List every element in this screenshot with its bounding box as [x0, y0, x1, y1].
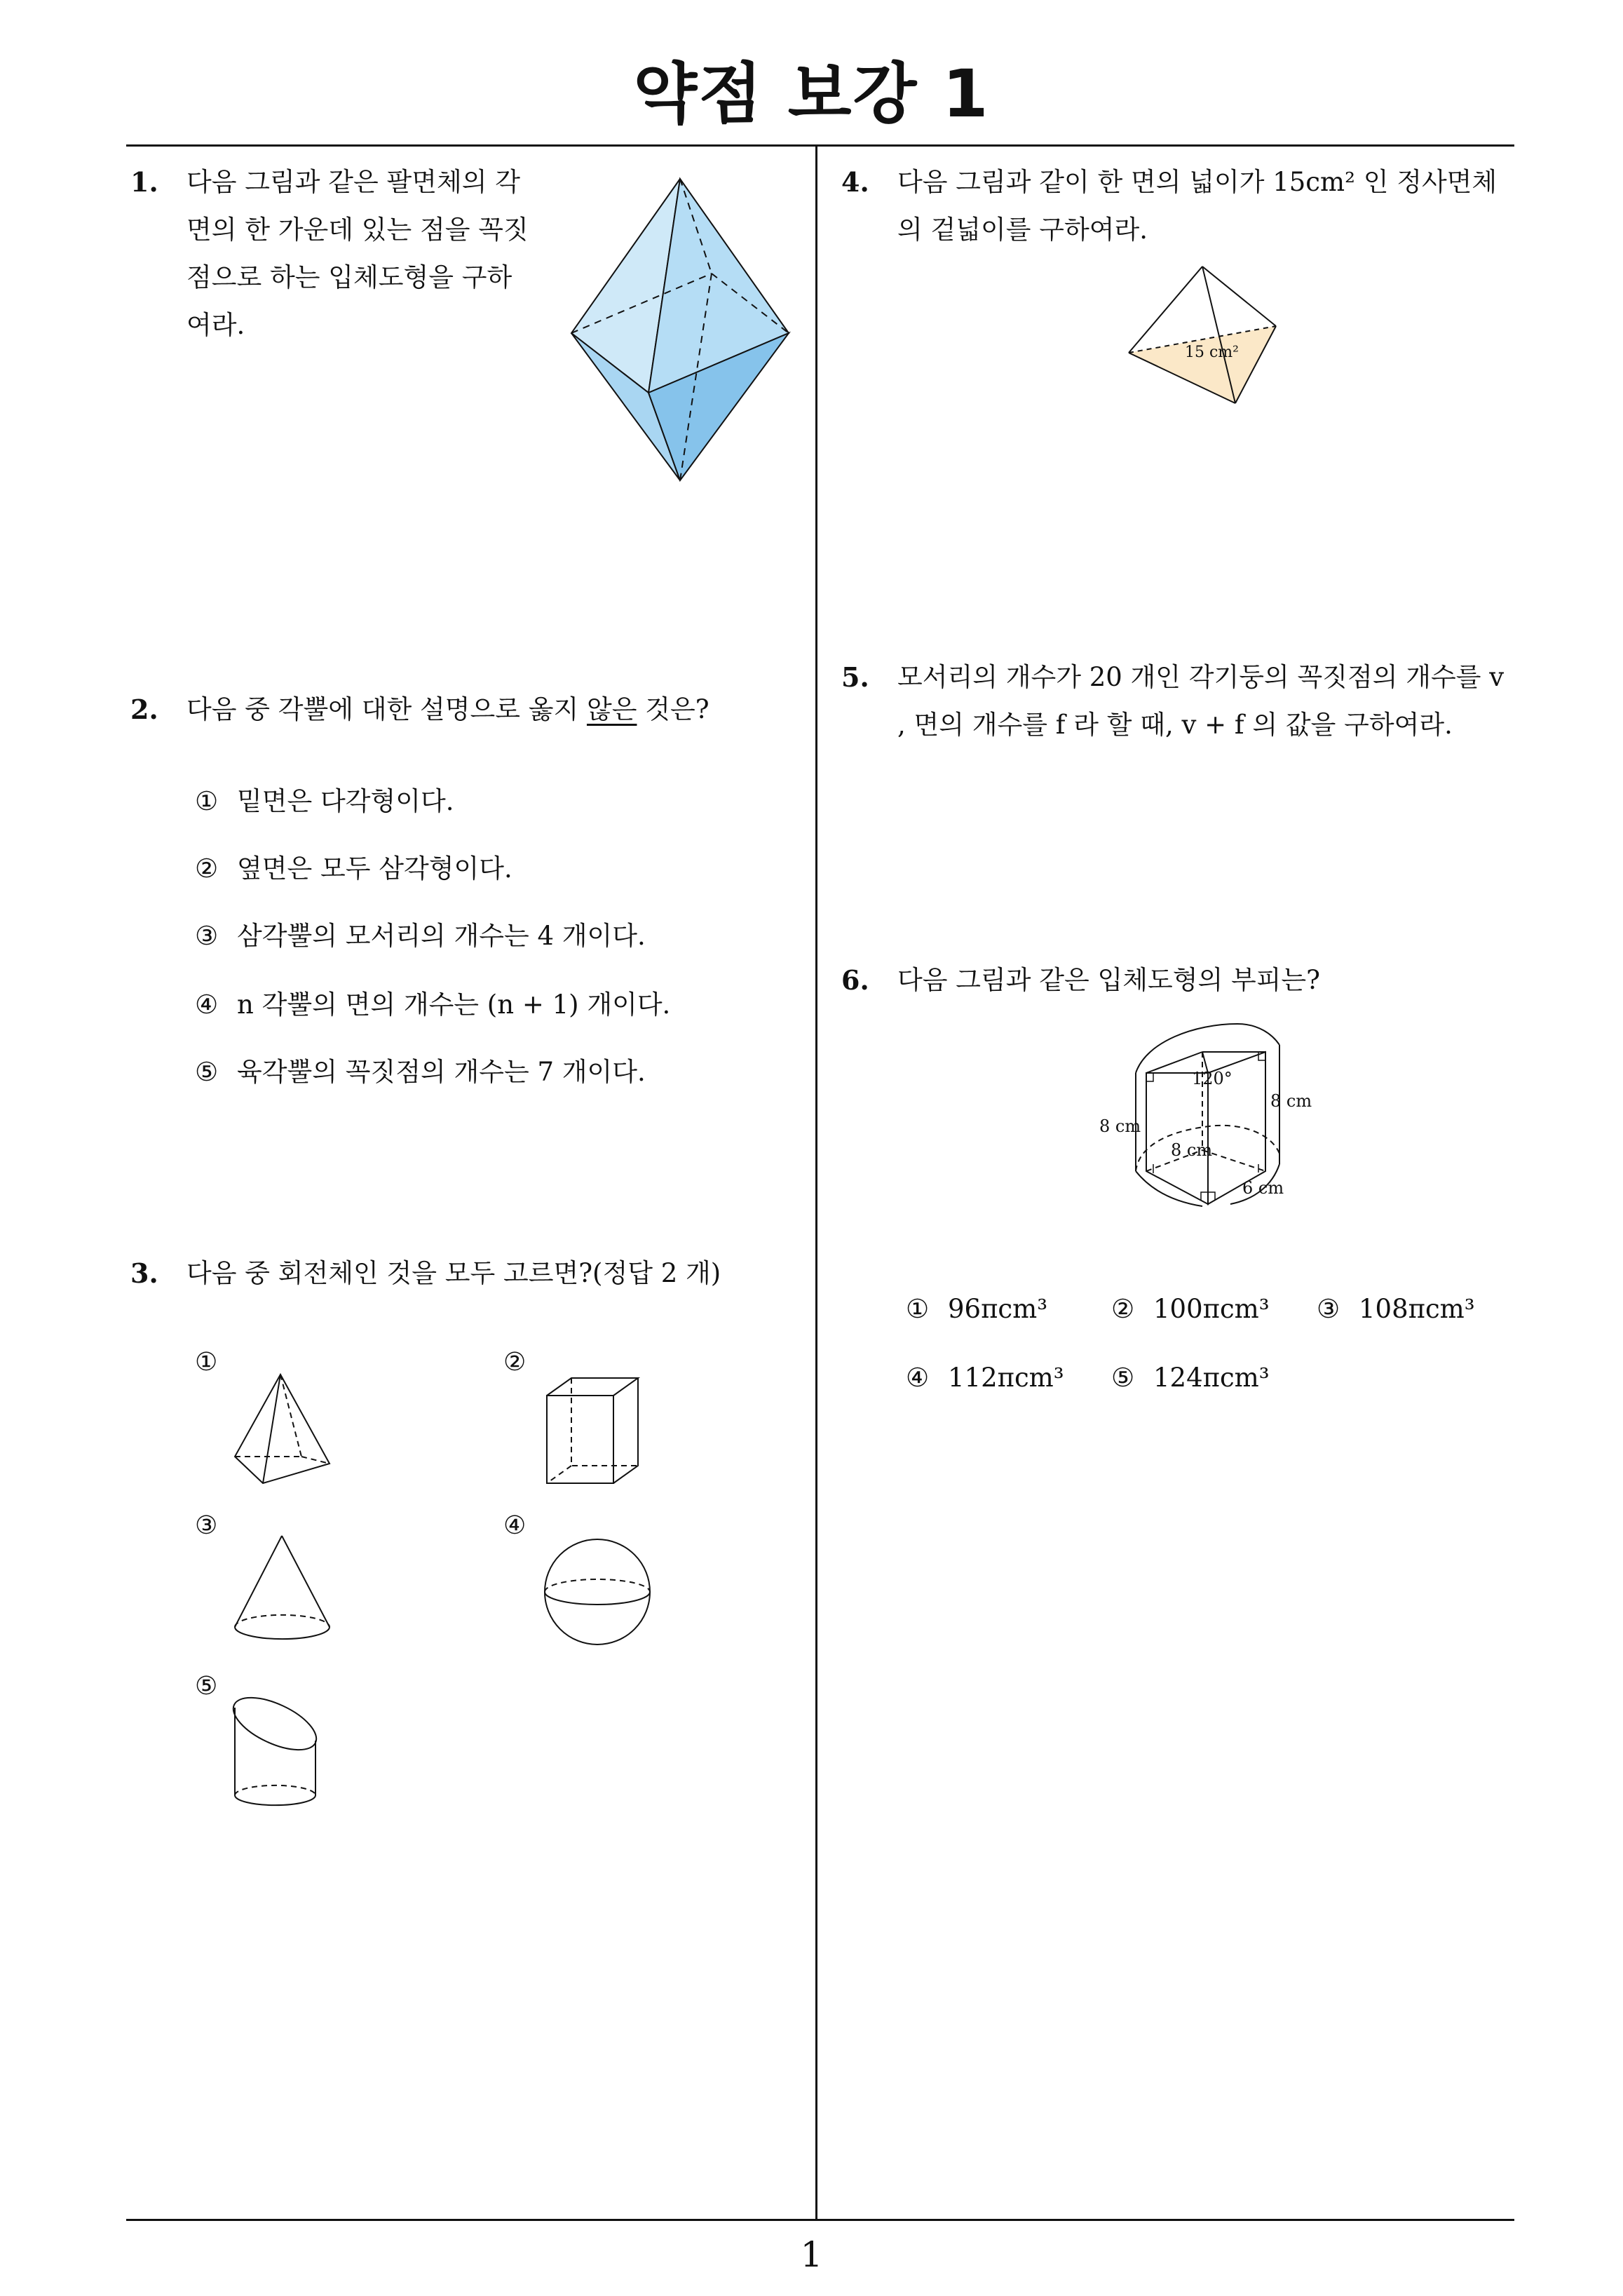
question-line: , 면의 개수를 f 라 할 때, v + f 의 값을 구하여라.	[897, 710, 1453, 740]
option-5[interactable]	[1111, 1360, 1270, 1396]
question-1	[130, 158, 593, 355]
option-text: 112πcm³	[948, 1363, 1064, 1393]
option-mark: ⑤	[195, 1057, 219, 1087]
choice-mark-3[interactable]: ③	[195, 1511, 218, 1540]
choice-mark-2[interactable]: ②	[503, 1348, 527, 1377]
top-rule	[126, 144, 1514, 147]
question-text-part: 것은?	[637, 694, 709, 724]
question-4	[841, 158, 1514, 257]
question-text: 다음 그림과 같은 입체도형의 부피는?	[897, 965, 1321, 995]
cuboid-figure	[543, 1375, 645, 1487]
question-line: 면의 한 가운데 있는 점을 꼭짓	[186, 215, 529, 245]
figure-label-angle: 120°	[1192, 1069, 1232, 1088]
option-1[interactable]	[906, 1292, 1047, 1327]
octahedron-figure	[561, 175, 799, 484]
choice-mark-1[interactable]: ①	[195, 1348, 218, 1377]
page-number: 1	[800, 2234, 823, 2275]
page-title: 약점 보강 1	[633, 56, 990, 133]
option-text: 124πcm³	[1153, 1363, 1270, 1393]
tetrahedron-area-label: 15 cm²	[1185, 344, 1239, 361]
cut-cylinder-figure	[231, 1697, 322, 1809]
question-number: 5.	[841, 661, 869, 693]
option-3[interactable]	[195, 919, 646, 954]
question-6	[841, 957, 1514, 1006]
option-mark: ③	[195, 921, 219, 951]
question-number: 3.	[130, 1257, 158, 1289]
option-2[interactable]	[1111, 1292, 1270, 1327]
figure-label-mid: 8 cm	[1171, 1140, 1213, 1160]
question-3	[130, 1250, 796, 1299]
question-text: 다음 중 회전체인 것을 모두 고르면?(정답 2 개)	[186, 1258, 721, 1288]
option-text: 96πcm³	[948, 1294, 1048, 1324]
option-text: 100πcm³	[1153, 1294, 1270, 1324]
question-text-part: 다음 중 각뿔에 대한 설명으로 옳지	[186, 694, 587, 724]
option-text: 108πcm³	[1359, 1294, 1475, 1324]
question-text	[186, 686, 709, 734]
tetrahedron-figure	[1125, 263, 1279, 414]
choice-mark-5[interactable]: ⑤	[195, 1672, 218, 1701]
question-text	[186, 158, 529, 349]
question-line: 다음 그림과 같은 팔면체의 각	[186, 167, 520, 197]
question-line: 여라.	[186, 310, 245, 340]
underlined-word: 않은	[586, 694, 637, 724]
option-mark: ②	[195, 853, 219, 884]
figure-label-right: 8 cm	[1270, 1091, 1312, 1111]
figure-label-bottom: 6 cm	[1242, 1178, 1284, 1198]
column-divider	[815, 144, 817, 2220]
bottom-rule	[126, 2219, 1514, 2221]
question-line: 모서리의 개수가 20 개인 각기둥의 꼭짓점의 개수를 v	[897, 662, 1505, 692]
question-line: 다음 그림과 같이 한 면의 넓이가 15cm² 인 정사면체	[897, 167, 1498, 197]
option-1[interactable]	[195, 784, 454, 819]
option-4[interactable]	[906, 1360, 1064, 1396]
option-mark: ②	[1111, 1294, 1135, 1324]
option-mark: ①	[906, 1294, 930, 1324]
question-number: 4.	[841, 166, 869, 198]
question-line: 의 겉넓이를 구하여라.	[897, 215, 1148, 245]
figure-label-left: 8 cm	[1099, 1116, 1141, 1136]
sphere-figure	[541, 1536, 653, 1648]
option-4[interactable]	[195, 987, 670, 1022]
option-mark: ④	[906, 1363, 930, 1393]
option-text: 옆면은 모두 삼각형이다.	[237, 853, 512, 884]
option-text: 삼각뿔의 모서리의 개수는 4 개이다.	[237, 921, 646, 951]
option-text: n 각뿔의 면의 개수는 (n + 1) 개이다.	[237, 990, 671, 1020]
question-text	[897, 158, 1497, 254]
question-number: 1.	[130, 166, 158, 198]
question-2	[130, 686, 796, 735]
question-line: 점으로 하는 입체도형을 구하	[186, 262, 512, 292]
option-mark: ①	[195, 786, 219, 816]
option-mark: ③	[1317, 1294, 1340, 1324]
option-3[interactable]	[1317, 1292, 1475, 1327]
option-mark: ⑤	[1111, 1363, 1135, 1393]
option-mark: ④	[195, 990, 219, 1020]
question-5	[841, 654, 1514, 752]
pyramid-figure	[231, 1371, 337, 1490]
option-text: 밑면은 다각형이다.	[237, 786, 454, 816]
option-text: 육각뿔의 꼭짓점의 개수는 7 개이다.	[237, 1057, 646, 1087]
question-text	[897, 654, 1504, 749]
option-5[interactable]	[195, 1055, 646, 1090]
choice-mark-4[interactable]: ④	[503, 1511, 527, 1540]
option-2[interactable]	[195, 851, 512, 886]
question-number: 2.	[130, 694, 158, 725]
cone-figure	[231, 1532, 333, 1645]
question-number: 6.	[841, 964, 869, 996]
